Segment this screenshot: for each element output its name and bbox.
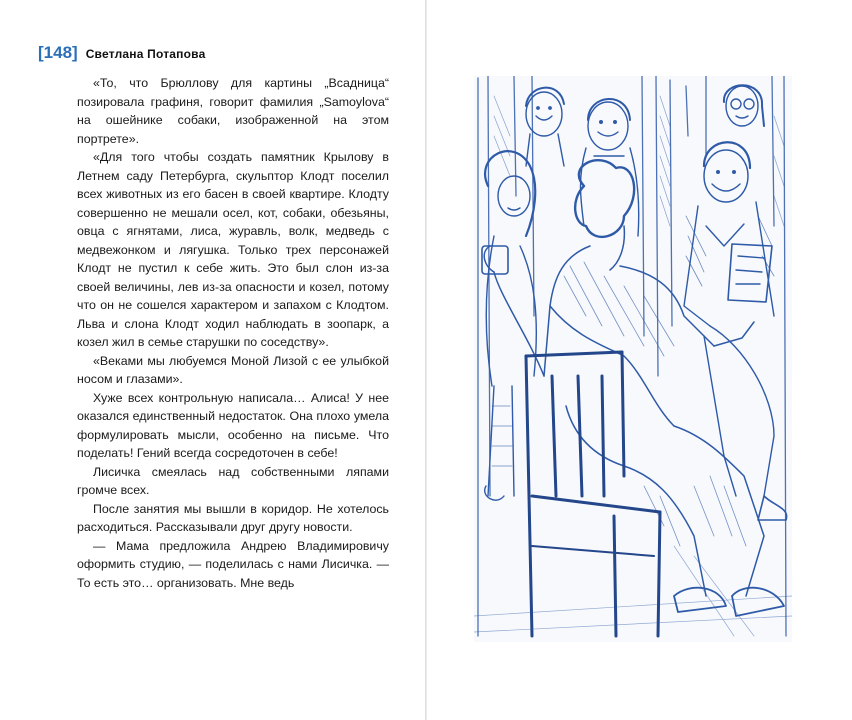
running-head [38,43,205,63]
paragraph: «То, что Брюллову для картины „Всадница“ позировала графиня, говорит фамилия „Samoylova“ на ошейнике собаки, изображенной на этом портрете». [77,76,389,146]
paragraph: Лисичка смеялась над собственными ляпами громче всех. [77,464,389,497]
page-number: [148] [38,43,78,62]
paragraph: «Веками мы любуемся Моной Лизой с ее улыбкой носом и глазами». [77,353,389,386]
pencil-illustration [474,76,792,642]
book-author: Светлана Потапова [85,47,206,61]
body-text [77,74,389,592]
paragraph: «Для того чтобы создать памятник Крылову в Летнем саду Петербурга, скульптор Клодт поселил всех животных из его басен в своей квартире. Клодту совершенно не мешали осел, кот, собаки, обезьяны, овца с ягнятами, лиса, журавль, волк, медведь с медвежонком и лягушка. Только трех персонажей Клодт не пустил к себе жить. Это был слон из-за своей величины, лев из-за опасности и козел, потому что он не сошелся характером и запахом с Клодтом. Льва и слона Клодт ходил наблюдать в зоопарк, а козел жил в семье старушки по соседству». [77,150,389,349]
illustration-sketch [474,76,792,642]
paragraph: Хуже всех контрольную написала… Алиса! У нее оказался единственный недостаток. Она плохо умела формулировать мысли, особенно на письме. Что поделать! Гений всегда сосредоточен в себе! [77,390,389,460]
left-page [0,0,425,720]
paragraph: — Мама предложила Андрею Владимировичу оформить студию, — поделилась с нами Лисичка. — То есть это… организовать. Мне ведь [77,538,389,590]
paragraph: После занятия мы вышли в коридор. Не хотелось расходиться. Рассказывали друг другу новости. [77,501,389,534]
